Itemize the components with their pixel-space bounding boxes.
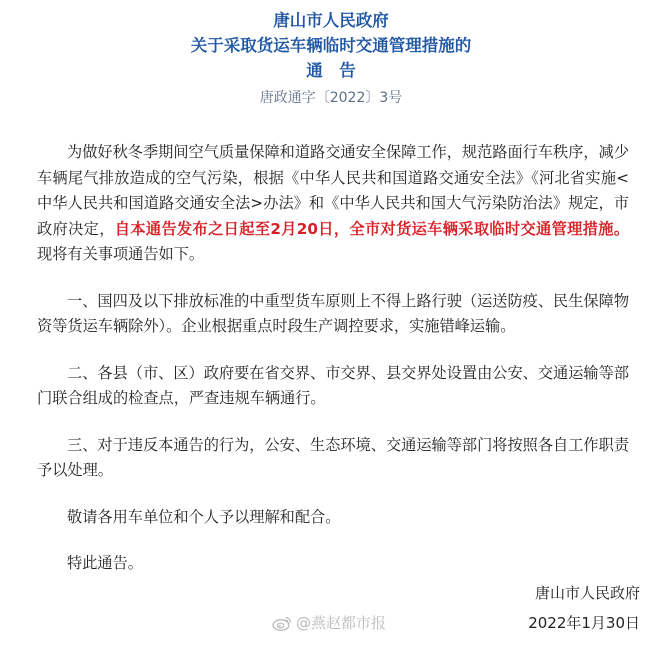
closing-paragraph: 敬请各用车单位和个人予以理解和配合。 <box>67 507 341 526</box>
item-3-paragraph: 三、对于违反本通告的行为，公安、生态环境、交通运输等部门将按照各自工作职责予以处理。 <box>37 435 629 479</box>
document-header <box>0 8 662 108</box>
item-1-paragraph: 一、国四及以下排放标准的中重型货车原则上不得上路行驶（运送防疫、民生保障物资等货运车辆除外）。企业根据重点时段生产调控要求，实施错峰运输。 <box>37 291 629 335</box>
document-number: 唐政通字〔2022〕3号 <box>259 90 403 106</box>
title-subject: 关于采取货运车辆临时交通管理措施的 <box>190 36 472 55</box>
signature-block <box>528 578 640 638</box>
highlighted-measure: 自本通告发布之日起至2月20日，全市对货运车辆采取临时交通管理措施。 <box>114 219 630 238</box>
notice-end-paragraph: 特此通告。 <box>67 554 143 572</box>
title-notice: 通 告 <box>306 61 356 80</box>
weibo-icon <box>272 615 292 631</box>
watermark <box>272 612 386 633</box>
intro-paragraph <box>37 140 629 268</box>
issue-date: 2022年1月30日 <box>528 614 640 632</box>
item-2-paragraph: 二、各县（市、区）政府要在省交界、市交界、县交界处设置由公安、交通运输等部门联合组成的检查点，严查违规车辆通行。 <box>37 363 629 407</box>
issuer-signature: 唐山市人民政府 <box>534 584 640 602</box>
intro-ending: 现将有关事项通告如下。 <box>37 245 205 263</box>
watermark-text: @燕赵都市报 <box>296 614 387 632</box>
document-body <box>37 140 629 598</box>
title-issuer: 唐山市人民政府 <box>273 11 389 30</box>
intro-text: 为做好秋冬季期间空气质量保障和道路交通安全保障工作，规范路面行车秩序，减少车辆尾气排放造成的空气污染，根据《中华人民共和国道路交通安全法》《河北省实施<中华人民共和国道路交通安全法>办法》和《中华人民共和国大气污染防治法》规定，市政府决定， <box>37 143 629 238</box>
